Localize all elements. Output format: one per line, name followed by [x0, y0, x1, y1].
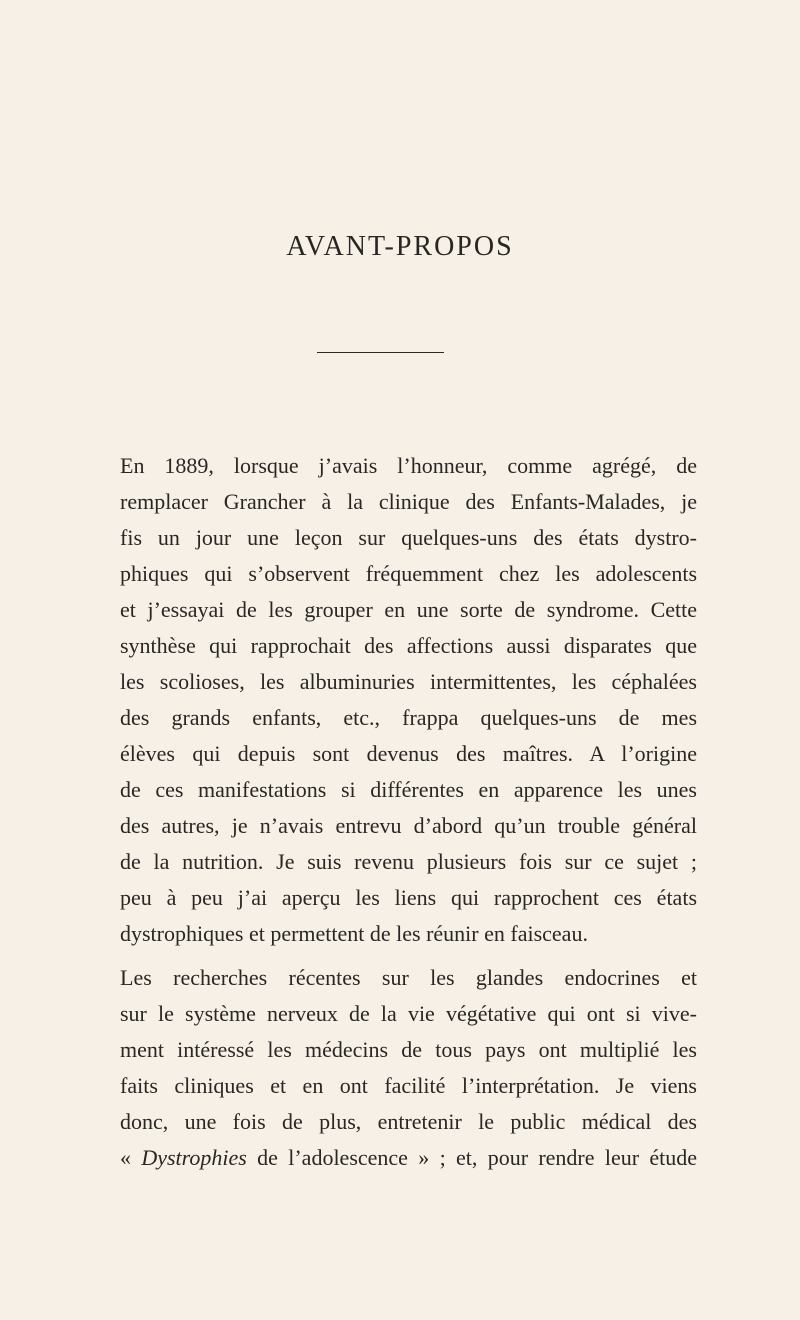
text-line: des grands enfants, etc., frappa quelques-uns de mes: [120, 705, 697, 730]
text-line: des autres, je n’avais entrevu d’abord qu’un trouble général: [120, 813, 697, 838]
text-line: dystrophiques et permettent de les réunir en faisceau.: [120, 921, 588, 946]
body-text: [100, 448, 697, 1176]
text-line: de ces manifestations si différentes en apparence les unes: [120, 777, 697, 802]
text-line: Les recherches récentes sur les glandes endocrines et: [120, 965, 697, 990]
line-rest: de l’adolescence » ; et, pour rendre leur étude: [246, 1145, 698, 1170]
text-line: élèves qui depuis sont devenus des maîtres. A l’origine: [120, 741, 697, 766]
text-line: [100, 1140, 697, 1176]
text-line: synthèse qui rapprochait des affections aussi disparates que: [120, 633, 697, 658]
text-line: peu à peu j’ai aperçu les liens qui rapprochent ces états: [120, 885, 697, 910]
text-line: et j’essayai de les grouper en une sorte de syndrome. Cette: [120, 597, 697, 622]
text-line: sur le système nerveux de la vie végétative qui ont si vive-: [120, 1001, 697, 1026]
page-title: AVANT-PROPOS: [286, 231, 514, 262]
text-line: remplacer Grancher à la clinique des Enfants-Malades, je: [120, 489, 697, 514]
text-line: donc, une fois de plus, entretenir le public médical des: [120, 1109, 697, 1134]
text-line: En 1889, lorsque j’avais l’honneur, comme agrégé, de: [120, 453, 697, 478]
paragraph-2: [100, 960, 697, 1176]
text-line: fis un jour une leçon sur quelques-uns des états dystro-: [120, 525, 697, 550]
text-line: les scolioses, les albuminuries intermittentes, les céphalées: [120, 669, 697, 694]
emphasis-dystrophies: Dystrophies: [141, 1145, 247, 1170]
paragraph-1: [100, 448, 697, 952]
text-line: ment intéressé les médecins de tous pays ont multiplié les: [120, 1037, 697, 1062]
open-quote: «: [120, 1145, 131, 1170]
title-divider: [317, 352, 444, 353]
text-line: de la nutrition. Je suis revenu plusieurs fois sur ce sujet ;: [120, 849, 697, 874]
text-line: phiques qui s’observent fréquemment chez les adolescents: [120, 561, 697, 586]
text-line: faits cliniques et en ont facilité l’interprétation. Je viens: [120, 1073, 697, 1098]
